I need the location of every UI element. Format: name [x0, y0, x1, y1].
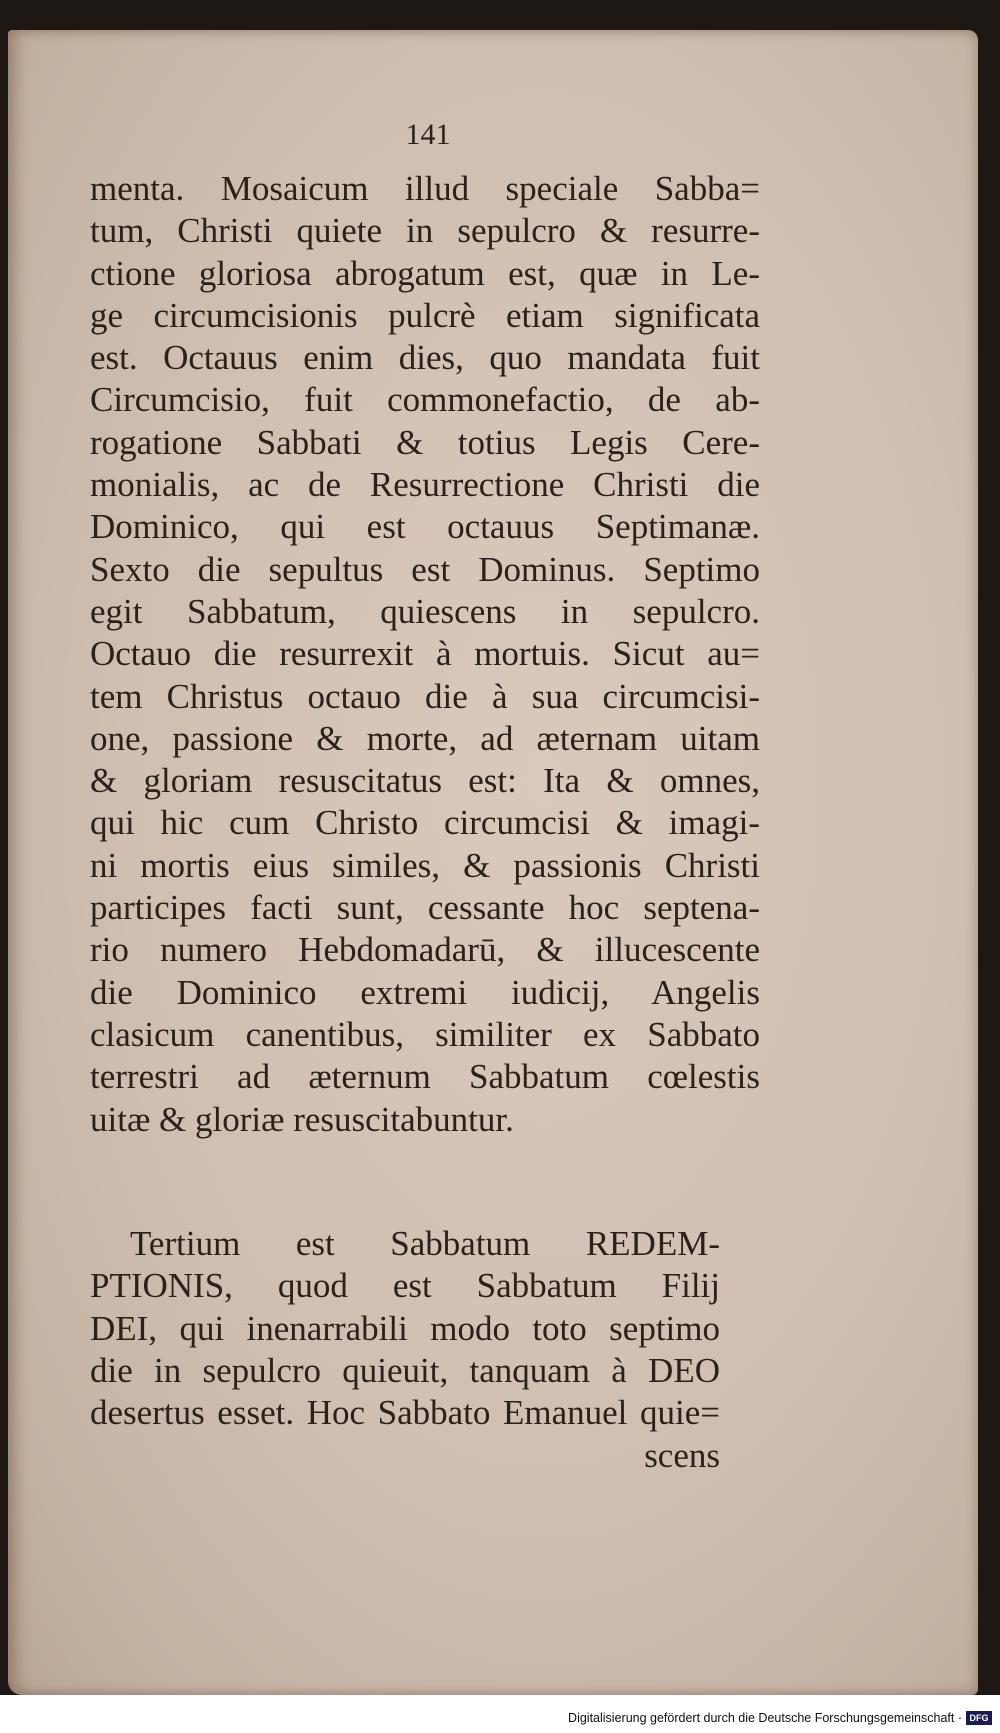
text-line: egit Sabbatum, quiescens in sepulcro. — [90, 591, 760, 631]
text-line: Octauo die resurrexit à mortuis. Sicut au= — [90, 634, 760, 674]
text-line: terrestri ad æternum Sabbatum cœlestis — [90, 1057, 760, 1097]
digitization-footer — [0, 1695, 1000, 1733]
text-line: desertus esset. Hoc Sabbato Emanuel quie= — [90, 1393, 720, 1433]
text-line: Circumcisio, fuit commonefactio, de ab- — [90, 380, 760, 420]
text-line: die in sepulcro quieuit, tanquam à DEO — [90, 1350, 720, 1390]
paragraph-tertium — [90, 1223, 720, 1434]
catchword: scens — [644, 1436, 720, 1475]
text-line: tem Christus octauo die à sua circumcisi- — [90, 676, 760, 716]
text-line: Sexto die sepultus est Dominus. Septimo — [90, 549, 760, 589]
text-line: clasicum canentibus, similiter ex Sabbato — [90, 1014, 760, 1054]
book-page — [8, 30, 978, 1695]
text-line: die Dominico extremi iudicij, Angelis — [90, 972, 760, 1012]
text-line: Dominico, qui est octauus Septimanæ. — [90, 507, 760, 547]
text-line: participes facti sunt, cessante hoc septena- — [90, 888, 760, 928]
text-line: ctione gloriosa abrogatum est, quæ in Le- — [90, 253, 760, 293]
text-line: rogatione Sabbati & totius Legis Cere- — [90, 422, 760, 462]
text-line: ge circumcisionis pulcrè etiam significata — [90, 295, 760, 335]
text-line: one, passione & morte, ad æternam uitam — [90, 718, 760, 758]
text-line: tum, Christi quiete in sepulcro & resurre- — [90, 211, 760, 251]
text-line: PTIONIS, quod est Sabbatum Filij — [90, 1266, 720, 1306]
text-line: monialis, ac de Resurrectione Christi die — [90, 465, 760, 505]
dfg-logo-icon: DFG — [966, 1711, 992, 1725]
text-line: qui hic cum Christo circumcisi & imagi- — [90, 803, 760, 843]
page-number: 141 — [405, 118, 451, 151]
text-line: ni mortis eius similes, & passionis Christi — [90, 845, 760, 885]
text-line: rio numero Hebdomadarū, & illucescente — [90, 930, 760, 970]
paragraph-continuation — [90, 168, 760, 1141]
text-line: menta. Mosaicum illud speciale Sabba= — [90, 169, 760, 208]
text-line: & gloriam resuscitatus est: Ita & omnes, — [90, 761, 760, 801]
text-line: est. Octauus enim dies, quo mandata fuit — [90, 338, 760, 378]
text-line: uitæ & gloriæ resuscitabuntur. — [90, 1099, 514, 1139]
footer-credit: Digitalisierung gefördert durch die Deutsche Forschungsgemeinschaft · — [568, 1711, 962, 1725]
text-line: DEI, qui inenarrabili modo toto septimo — [90, 1308, 720, 1348]
text-line: Tertium est Sabbatum REDEM- — [130, 1224, 720, 1263]
